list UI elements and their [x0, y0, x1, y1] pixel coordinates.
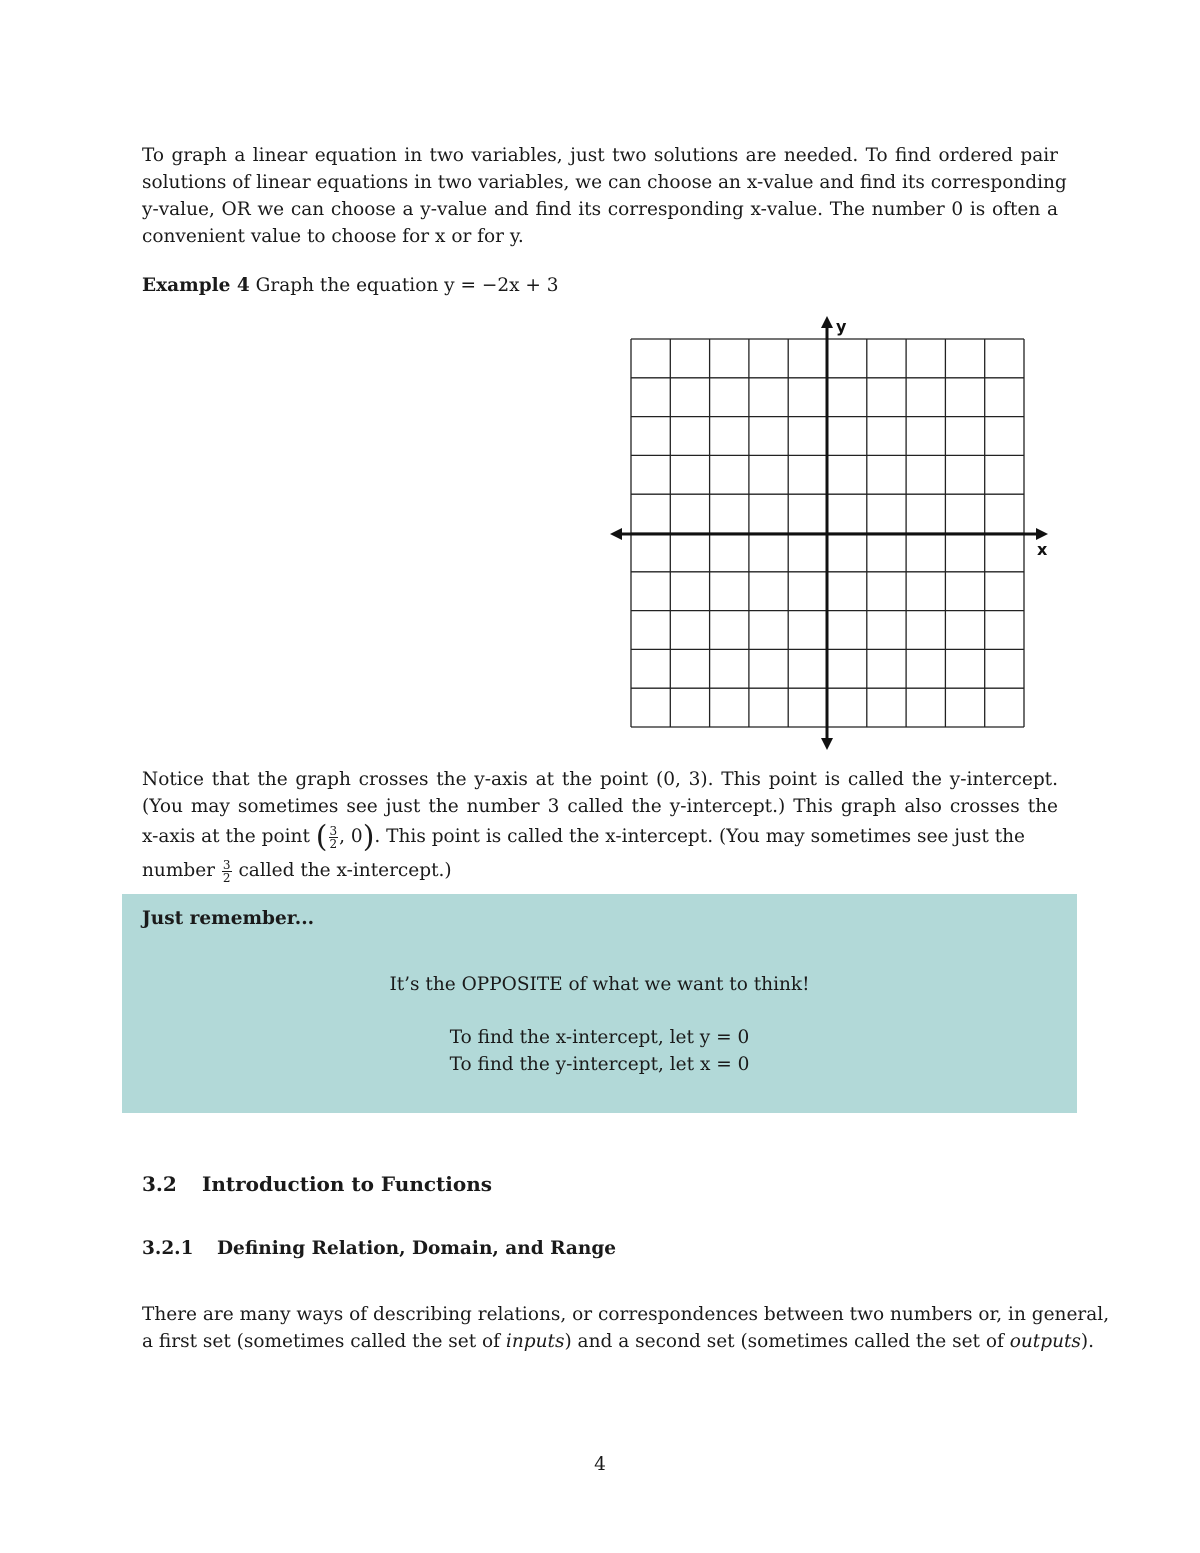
- remember-y-rule: To find the y-intercept, let x = 0: [449, 1054, 750, 1075]
- coordinate-grid: [608, 312, 1058, 752]
- example-heading: [142, 272, 1058, 299]
- notice-line-1: Notice that the graph crosses the y-axis at the point (0, 3). This point is called the y-intercept.: [142, 769, 1058, 790]
- outputs-emphasis: outputs: [1009, 1331, 1081, 1352]
- page-number: 4: [594, 1454, 606, 1475]
- intro-paragraph: [142, 142, 1067, 250]
- intro-line: solutions of linear equations in two variables, we can choose an x-value and find its corresponding: [142, 172, 1067, 193]
- notice-paragraph: [142, 766, 1058, 888]
- intro-line: convenient value to choose for x or for y.: [142, 226, 524, 247]
- y-axis-label: y: [836, 317, 847, 336]
- remember-x-rule: To find the x-intercept, let y = 0: [449, 1027, 750, 1048]
- x-axis-right-arrow-icon: [1036, 528, 1048, 540]
- inputs-emphasis: inputs: [505, 1331, 565, 1352]
- relations-line-2: a first set (sometimes called the set of inputs) and a second set (sometimes called the set of outputs).: [142, 1331, 1095, 1352]
- remember-box: [122, 894, 1077, 1113]
- relations-line-1: There are many ways of describing relations, or correspondences between two numbers or, in general,: [142, 1304, 1110, 1325]
- relations-paragraph: [142, 1301, 1110, 1355]
- remember-opposite: It’s the OPPOSITE of what we want to think!: [389, 974, 810, 995]
- section-number: 3.2: [142, 1172, 177, 1196]
- y-axis-up-arrow-icon: [821, 316, 833, 328]
- subsection-number: 3.2.1: [142, 1238, 194, 1259]
- subsection-heading: [142, 1238, 616, 1259]
- x-axis-left-arrow-icon: [610, 528, 622, 540]
- y-axis-down-arrow-icon: [821, 738, 833, 750]
- fraction-three-halves: $\frac{3}{2}$: [222, 857, 231, 885]
- intro-line: y-value, OR we can choose a y-value and find its corresponding x-value. The number 0 is often a: [142, 199, 1058, 220]
- example-label: Example 4: [142, 275, 250, 296]
- remember-title: Just remember...: [142, 908, 315, 929]
- x-axis-label: x: [1037, 540, 1048, 559]
- section-heading: [142, 1172, 492, 1196]
- fraction-three-halves: $\frac{3}{2}$: [329, 823, 338, 851]
- section-title: Introduction to Functions: [202, 1172, 493, 1196]
- notice-line-2: (You may sometimes see just the number 3 called the y-intercept.) This graph also crosses the: [142, 796, 1058, 817]
- intro-line: To graph a linear equation in two variables, just two solutions are needed. To find ordered pair: [142, 145, 1058, 166]
- example-text: Graph the equation y = −2x + 3: [255, 275, 559, 296]
- subsection-title: Defining Relation, Domain, and Range: [217, 1238, 617, 1259]
- notice-line-3: x-axis at the point ( $\frac{3}{2}$ , 0). This point is called the x-intercept. (You may sometimes see just the: [142, 819, 1025, 855]
- notice-line-4: number $\frac{3}{2}$ called the x-intercept.): [142, 857, 452, 885]
